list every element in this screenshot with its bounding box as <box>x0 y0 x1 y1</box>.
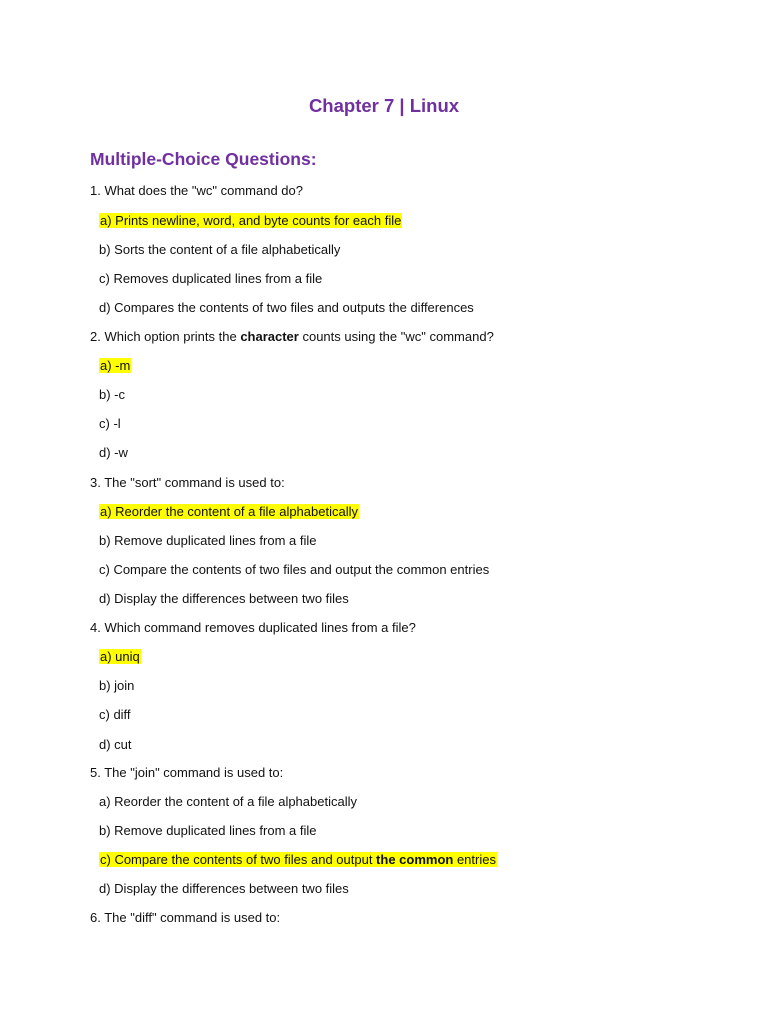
question-2-prompt-bold: character <box>240 329 299 344</box>
question-3-option-a <box>99 501 359 523</box>
question-2-prompt-end: counts using the "wc" command? <box>298 329 494 344</box>
question-4-option-d: d) cut <box>99 737 132 752</box>
question-3-prompt: 3. The "sort" command is used to: <box>90 475 285 490</box>
question-5-option-d: d) Display the differences between two files <box>99 881 349 896</box>
question-1-prompt: 1. What does the "wc" command do? <box>90 183 304 198</box>
question-6-prompt: 6. The "diff" command is used to: <box>90 910 281 925</box>
question-4-option-b: b) join <box>99 678 135 693</box>
question-1-option-a <box>99 210 402 232</box>
question-4-option-c: c) diff <box>99 707 131 722</box>
question-2-option-b: b) -c <box>99 387 125 402</box>
chapter-title: Chapter 7 | Linux <box>308 95 460 116</box>
question-5-option-c-bold: the common <box>376 852 454 867</box>
question-5-option-c <box>99 849 497 871</box>
question-1-option-d: d) Compares the contents of two files and outputs the differences <box>99 300 474 315</box>
question-2-option-d: d) -w <box>99 445 128 460</box>
question-2-option-a <box>99 355 131 377</box>
question-5-option-a: a) Reorder the content of a file alphabetically <box>99 794 357 809</box>
question-5-prompt: 5. The "join" command is used to: <box>90 765 284 780</box>
answer-highlight <box>99 852 497 867</box>
question-3-option-b: b) Remove duplicated lines from a file <box>99 533 317 548</box>
question-3-option-c: c) Compare the contents of two files and output the common entries <box>99 562 490 577</box>
answer-highlight: a) Prints newline, word, and byte counts for each file <box>100 213 402 228</box>
question-4-prompt: 4. Which command removes duplicated lines from a file? <box>90 620 416 635</box>
question-2-prompt <box>90 326 494 348</box>
question-5-option-b: b) Remove duplicated lines from a file <box>99 823 317 838</box>
answer-highlight: a) Reorder the content of a file alphabetically <box>100 504 358 519</box>
question-5-option-c-end: entries <box>453 852 496 867</box>
question-2-prompt-start: 2. Which option prints the <box>90 329 241 344</box>
question-4-option-a <box>99 646 141 668</box>
question-1-option-c: c) Removes duplicated lines from a file <box>99 271 323 286</box>
section-heading: Multiple-Choice Questions: <box>90 149 317 169</box>
question-3-option-d: d) Display the differences between two files <box>99 591 349 606</box>
question-1-option-b: b) Sorts the content of a file alphabetically <box>99 242 341 257</box>
answer-highlight: a) -m <box>100 358 131 373</box>
answer-highlight: a) uniq <box>100 649 140 664</box>
question-5-option-c-start: c) Compare the contents of two files and output <box>100 852 377 867</box>
question-2-option-c: c) -l <box>99 416 121 431</box>
